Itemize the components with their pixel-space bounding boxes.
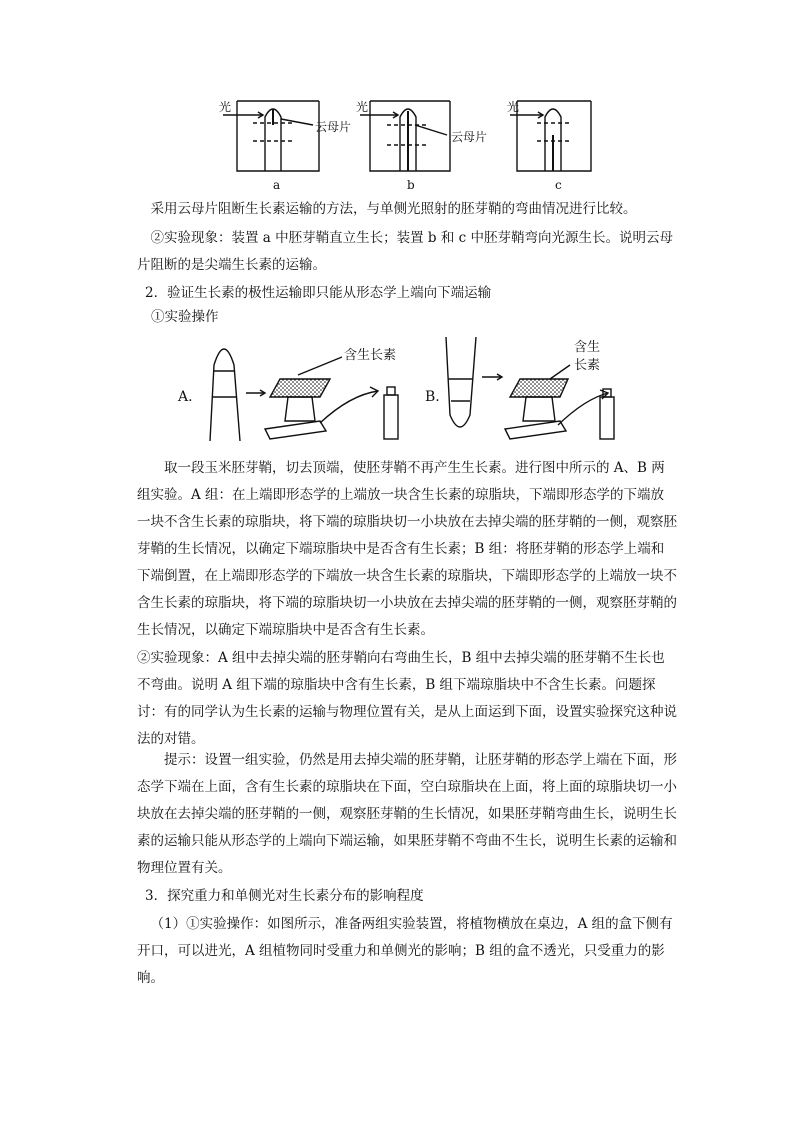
paragraph-phenomenon-2: ②实验现象：A 组中去掉尖端的胚芽鞘向右弯曲生长，B 组中去掉尖端的胚芽鞘不生长也不弯曲。说明 A 组下端的琼脂块中含有生长素，B 组下端琼脂块中不含生长素。问题探讨：有的同学认为生长素的运输与物理位置有关，是从上面运到下面，设置实验探究这种说法的对错。 [137,650,677,747]
auxin-label-a: 含生长素 [344,348,397,363]
figure-mica-experiment [215,95,595,195]
panel-label-c: c [555,178,562,192]
figure-polar-transport [170,335,625,445]
paragraph-method: 采用云母片阻断生长素运输的方法，与单侧光照射的胚芽鞘的弯曲情况进行比较。 [150,201,637,217]
light-label-b: 光 [356,100,369,114]
heading-section-3: 3．探究重力和单侧光对生长素分布的影响程度 [145,888,424,904]
panel-label-a: a [273,178,281,192]
mica-diagram [215,95,595,195]
paragraph-phenomenon-1: ②实验现象：装置 a 中胚芽鞘直立生长；装置 b 和 c 中胚芽鞘弯向光源生长。说明云母片阻断的是尖端生长素的运输。 [137,230,673,273]
light-label-c: 光 [507,100,520,114]
mica-label-a: 云母片 [315,120,352,134]
group-label-b: B. [425,389,440,405]
group-label-a: A. [178,389,193,405]
auxin-label-b-line2: 长素 [574,358,601,373]
paragraph-procedure: 取一段玉米胚芽鞘，切去顶端，使胚芽鞘不再产生生长素。进行图中所示的 A、B 两组实验。A 组：在上端即形态学的上端放一块含生长素的琼脂块，下端即形态学的下端放一块不含生长素的琼脂块，将下端的琼脂块切一小块放在去掉尖端的胚芽鞘的一侧，观察胚芽鞘的生长情况，以确定下端琼脂块中是否含有生长素；B 组：将胚芽鞘的形态学上端和下端倒置，在上端即形态学的下端放一块含生长素的琼脂块，下端即形态学的上端放一块不含生长素的琼脂块，将下端的琼脂块切一小块放在去掉尖端的胚芽鞘的一侧，观察胚芽鞘的生长情况，以确定下端琼脂块中是否含有生长素。 [137,460,677,638]
paragraph-operation-3: （1）①实验操作：如图所示，准备两组实验装置，将植物横放在桌边，A 组的盒下侧有开口，可以进光，A 组植物同时受重力和单侧光的影响；B 组的盒不透光，只受重力的影响。 [137,916,673,986]
polar-transport-diagram [170,335,625,445]
auxin-label-b-line1: 含生 [574,340,601,355]
panel-label-b: b [407,178,415,192]
mica-label-b: 云母片 [451,130,488,144]
heading-section-2: 2．验证生长素的极性运输即只能从形态学上端向下端运输 [145,285,492,301]
heading-operation: ①实验操作 [151,309,219,325]
light-label-a: 光 [219,100,232,114]
paragraph-hint: 提示：设置一组实验，仍然是用去掉尖端的胚芽鞘，让胚芽鞘的形态学上端在下面，形态学下端在上面，含有生长素的琼脂块在下面，空白琼脂块在上面，将上面的琼脂块切一小块放在去掉尖端的胚芽鞘的一侧，观察胚芽鞘的生长情况，如果胚芽鞘弯曲生长，说明生长素的运输只能从形态学的上端向下端运输，如果胚芽鞘不弯曲不生长，说明生长素的运输和物理位置有关。 [137,752,677,876]
